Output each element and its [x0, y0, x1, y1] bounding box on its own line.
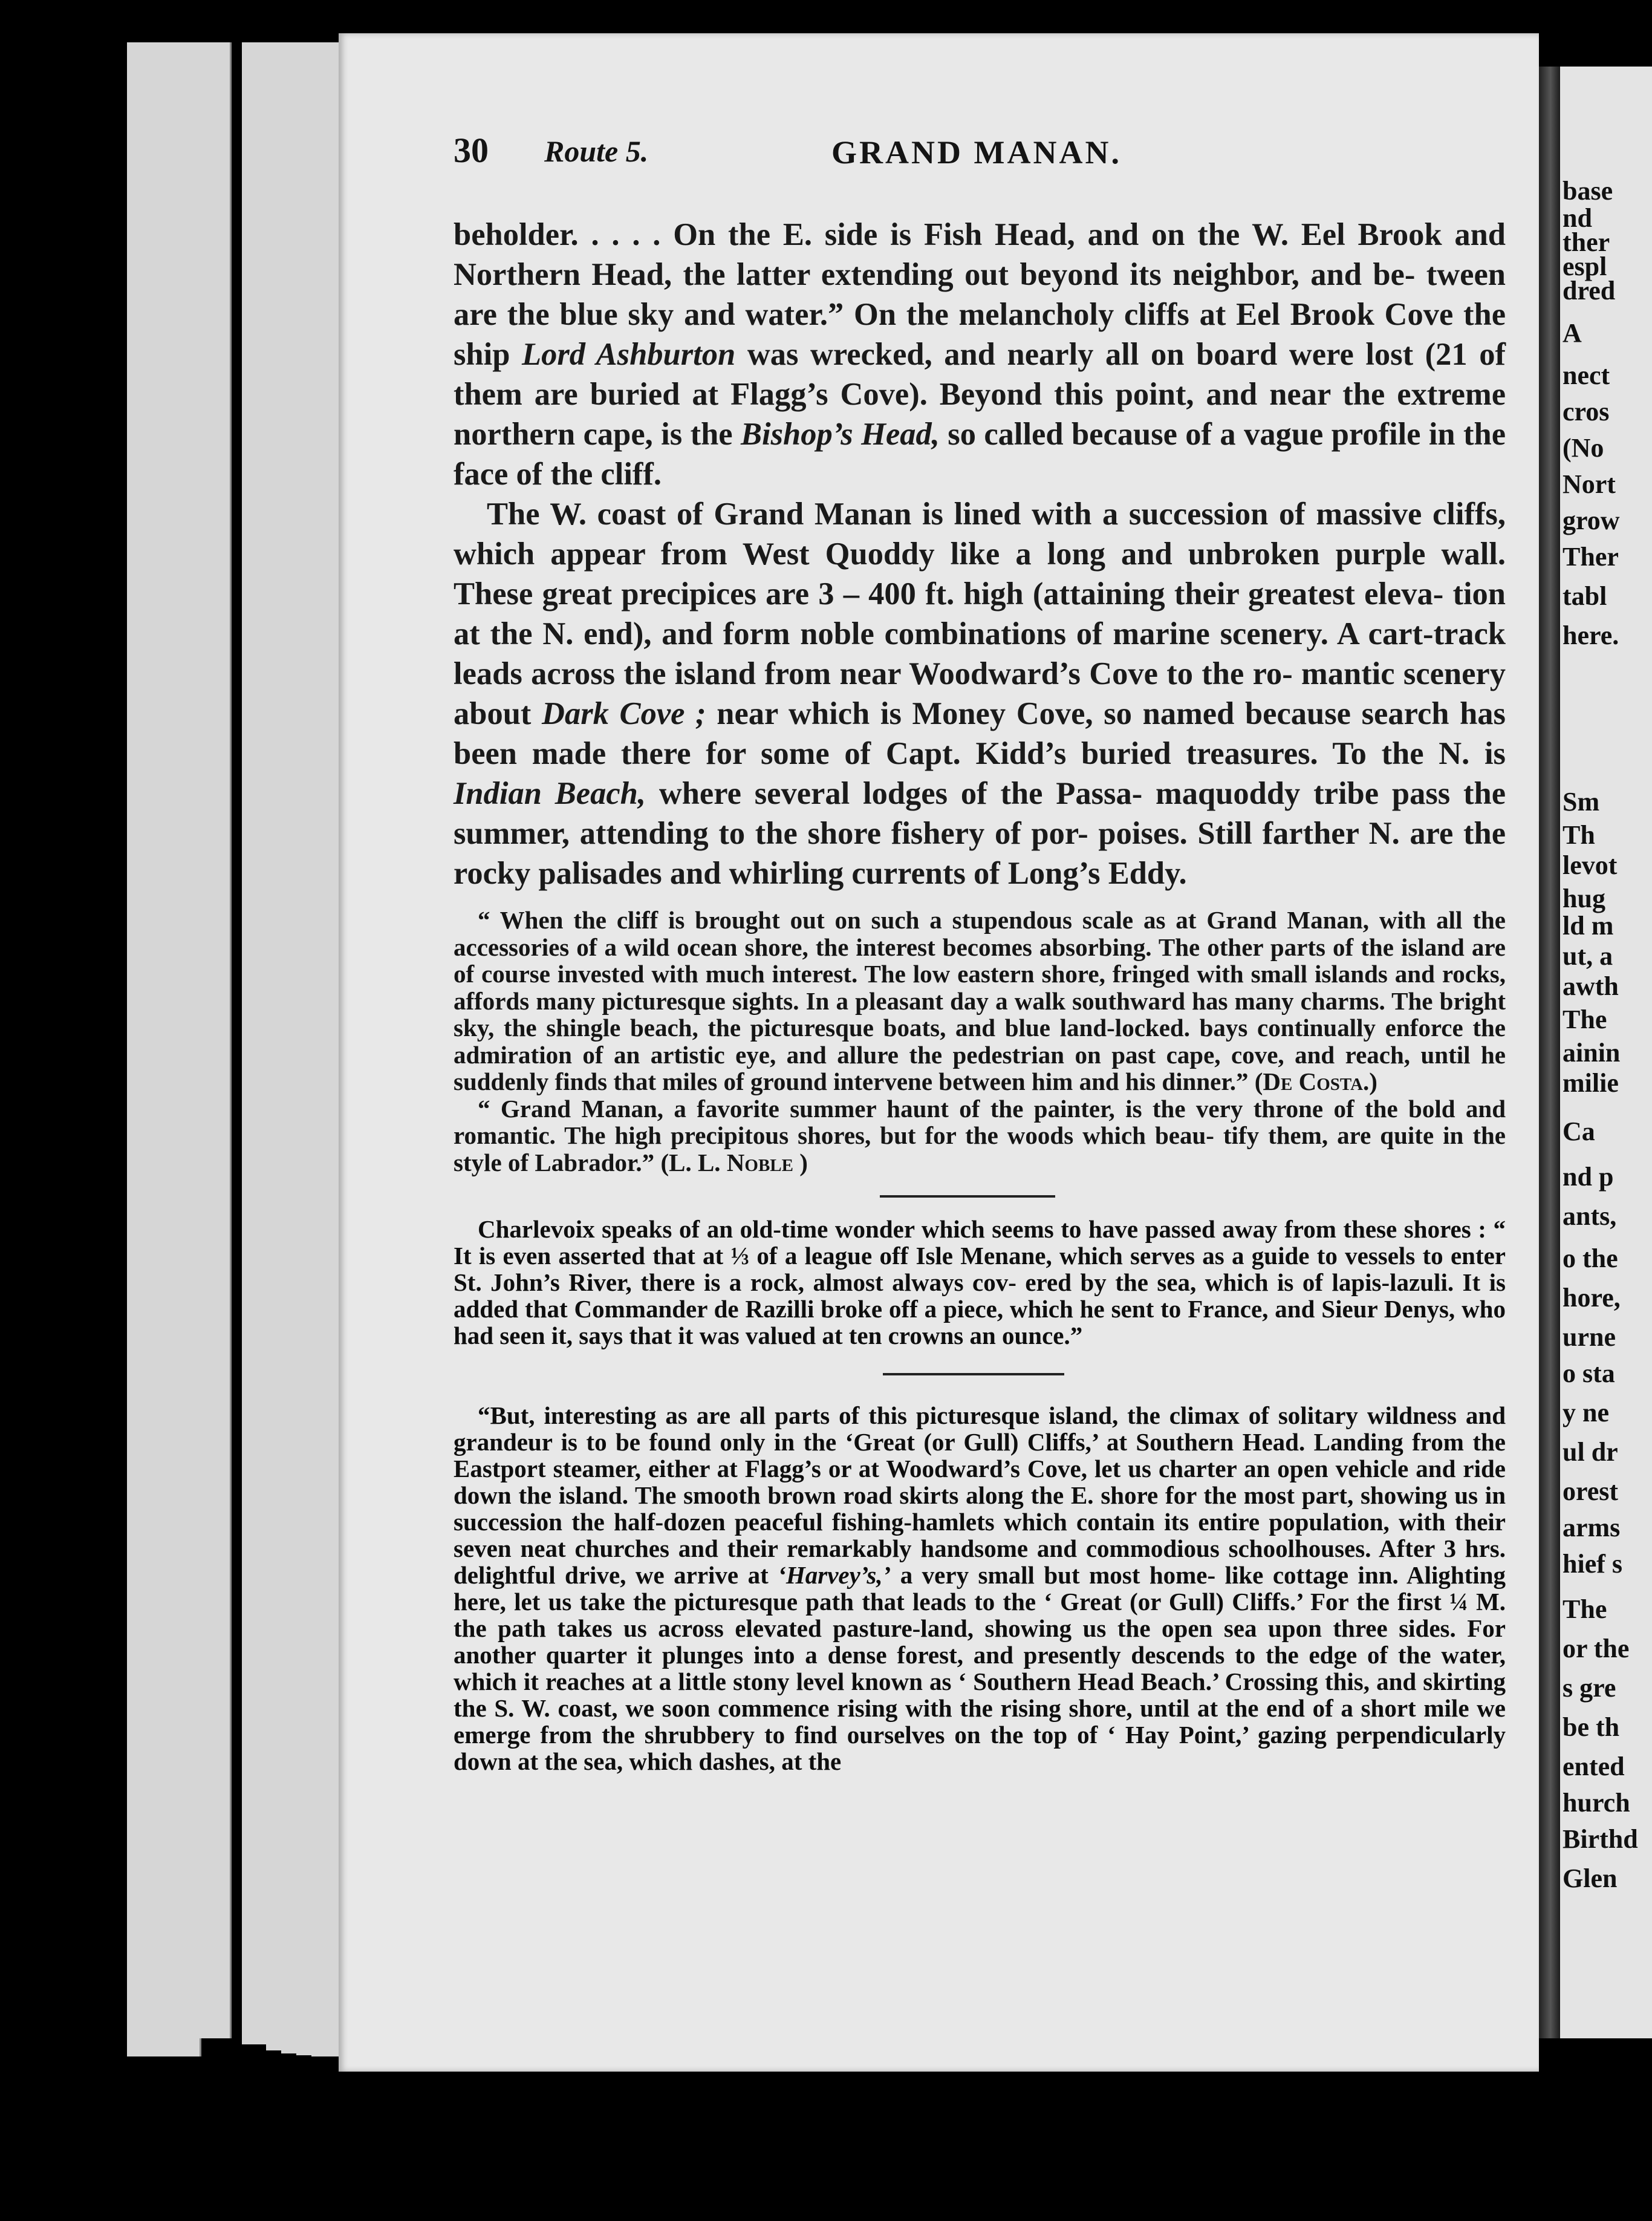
adjacent-page-text: be th [1563, 1712, 1620, 1742]
adjacent-page-text: The [1563, 1005, 1607, 1034]
quote-de-costa: “ When the cliff is brought out on such a stupendous scale as at Grand Manan, with all the accessories of a wild ocean shore, the interest becomes absorbing. The other parts of the island are of course invested with much interest. The low eastern shore, fringed with small islands and rocks, affords many picturesque sights. In a pleasant day a walk southward has many charms. The bright sky, the shingle beach, the picturesque boats, and blue land-locked. bays continually enforce the admiration of an artistic eye, and allure the pedestrian on past cape, cove, and reach, until he suddenly finds that miles of ground intervene between him and his dinner.” (De Costa.) [454, 906, 1506, 1095]
running-header [454, 130, 1506, 184]
adjacent-page-text: s gre [1563, 1673, 1616, 1703]
page-content [454, 130, 1506, 1775]
adjacent-page-text: levot [1563, 850, 1618, 880]
adjacent-page-text: o the [1563, 1244, 1618, 1273]
adjacent-page-text: The [1563, 1594, 1607, 1624]
route-label: Route 5. [544, 134, 649, 168]
adjacent-page-text: ul dr [1563, 1437, 1618, 1467]
adjacent-page-text: cros [1563, 397, 1610, 426]
adjacent-page-text: espl [1563, 252, 1607, 281]
divider-rule [880, 1195, 1055, 1198]
adjacent-page-text: nd p [1563, 1162, 1614, 1192]
adjacent-page-text: y ne [1563, 1398, 1609, 1427]
quote-noble: “ Grand Manan, a favorite summer haunt of the painter, is the very throne of the bold and romantic. The high precipitous shores, but for the woods which beau- tify them, are quite in the style of Labrador.” (L. L. Noble ) [454, 1094, 1506, 1176]
adjacent-page-text: Ca [1563, 1117, 1595, 1146]
adjacent-page-text: ants, [1563, 1201, 1617, 1231]
page-number: 30 [454, 131, 489, 170]
adjacent-page-text: ther [1563, 227, 1610, 257]
book-gutter [1539, 67, 1562, 2038]
great-cliffs-passage: “But, interesting as are all parts of this picturesque island, the climax of solitary wildness and grandeur is to be found only in the ‘Great (or Gull) Cliffs,’ at Southern Head. Landing from the Eastport steamer, either at Flagg’s or at Woodward’s Cove, let us charter an open vehicle and ride down the island. The smooth brown road skirts along the E. shore for the most part, showing us in succession the half-dozen peaceful fishing-hamlets which contain its entire population, with their seven neat churches and their remarkably handsome and commodious schoolhouses. After 3 hrs. delightful drive, we arrive at ‘Harvey’s,’ a very small but most home- like cottage inn. Alighting here, let us take the picturesque path that leads to the ‘ Great (or Gull) Cliffs.’ For the first ¼ M. the path takes us across elevated pasture-land, showing us the open sea upon three sides. For another quarter it plunges into a dense forest, and presently descends to the edge of the water, which it reaches at a little stony level known as ‘ Southern Head Beach.’ Crossing this, and skirting the S. W. coast, we soon commence rising with the rising shore, until at the end of a short mile we emerge from the shrubbery to find ourselves on the top of ‘ Hay Point,’ gazing perpendicularly down at the sea, which dashes, at the [454, 1401, 1506, 1775]
adjacent-page-text: awth [1563, 971, 1619, 1001]
adjacent-page-text: o sta [1563, 1358, 1615, 1388]
adjacent-page-text: ainin [1563, 1038, 1621, 1068]
adjacent-page-text: urne [1563, 1322, 1616, 1352]
adjacent-page-text: Sm [1563, 787, 1600, 817]
adjacent-page-text: tabl [1563, 581, 1607, 611]
paragraph-eel-brook: beholder. . . . . On the E. side is Fish Head, and on the W. Eel Brook and Northern Head, the latter extending out beyond its neighbor, and be- tween are the blue sky and water.” On the melancholy cliffs at Eel Brook Cove the ship Lord Ashburton was wrecked, and nearly all on board were lost (21 of them are buried at Flagg’s Cove). Beyond this point, and near the extreme northern cape, is the Bishop’s Head, so called because of a vague profile in the face of the cliff. [454, 217, 1506, 492]
adjacent-page-text: milie [1563, 1068, 1619, 1098]
adjacent-page-text: Glen [1563, 1864, 1618, 1893]
adjacent-page-text: nd [1563, 203, 1592, 233]
book-page [339, 33, 1539, 2072]
page-edges [127, 42, 369, 2056]
adjacent-page-text: arms [1563, 1513, 1621, 1542]
adjacent-page-text: hurch [1563, 1788, 1630, 1818]
adjacent-page-text: A [1563, 318, 1582, 348]
adjacent-page-text: here. [1563, 621, 1619, 650]
adjacent-page-text: Ther [1563, 542, 1619, 572]
citation: (De Costa.) [1254, 1068, 1377, 1095]
quotations-block [454, 907, 1506, 1176]
adjacent-page-text: or the [1563, 1634, 1630, 1663]
citation: (L. L. Noble ) [660, 1148, 808, 1176]
adjacent-page-text: hief s [1563, 1549, 1622, 1579]
adjacent-page-text: Th [1563, 820, 1595, 850]
adjacent-page-text: ut, a [1563, 941, 1613, 971]
adjacent-page-text: ented [1563, 1752, 1625, 1781]
adjacent-page-text: base [1563, 176, 1613, 206]
adjacent-page-fragment [1560, 67, 1652, 2038]
adjacent-page-text: (No [1563, 433, 1604, 463]
adjacent-page-text: hore, [1563, 1283, 1621, 1313]
divider-rule [883, 1373, 1064, 1375]
adjacent-page-text: Birthd [1563, 1824, 1638, 1854]
adjacent-page-text: grow [1563, 506, 1620, 535]
charlevoix-passage: Charlevoix speaks of an old-time wonder which seems to have passed away from these shores : “ It is even asserted that at ⅓ of a league off Isle Menane, which serves as a guide to vessels to enter St. John’s River, there is a rock, almost always cov- ered by the sea, which is of lapis-lazuli. It is added that Commander de Razilli broke off a piece, which he sent to France, and Sieur Denys, who had seen it, says that it was valued at ten crowns an ounce.” [454, 1215, 1506, 1349]
adjacent-page-text: Nort [1563, 469, 1616, 499]
paragraph-west-coast: The W. coast of Grand Manan is lined with a succession of massive cliffs, which appear from West Quoddy like a long and unbroken purple wall. These great precipices are 3 – 400 ft. high (attaining their greatest eleva- tion at the N. end), and form noble combinations of marine scenery. A cart-track leads across the island from near Woodward’s Cove to the ro- mantic scenery about Dark Cove ; near which is Money Cove, so named because search has been made there for some of Capt. Kidd’s buried treasures. To the N. is Indian Beach, where several lodges of the Passa- maquoddy tribe pass the summer, attending to the shore fishery of por- poises. Still farther N. are the rocky palisades and whirling currents of Long’s Eddy. [454, 497, 1506, 891]
adjacent-page-text: ld m [1563, 911, 1614, 941]
adjacent-page-text: orest [1563, 1476, 1619, 1506]
main-text [454, 215, 1506, 893]
adjacent-page-text: hug [1563, 884, 1605, 913]
page-title: GRAND MANAN. [831, 134, 1122, 171]
adjacent-page-text: nect [1563, 360, 1610, 390]
adjacent-page-text: dred [1563, 276, 1616, 305]
